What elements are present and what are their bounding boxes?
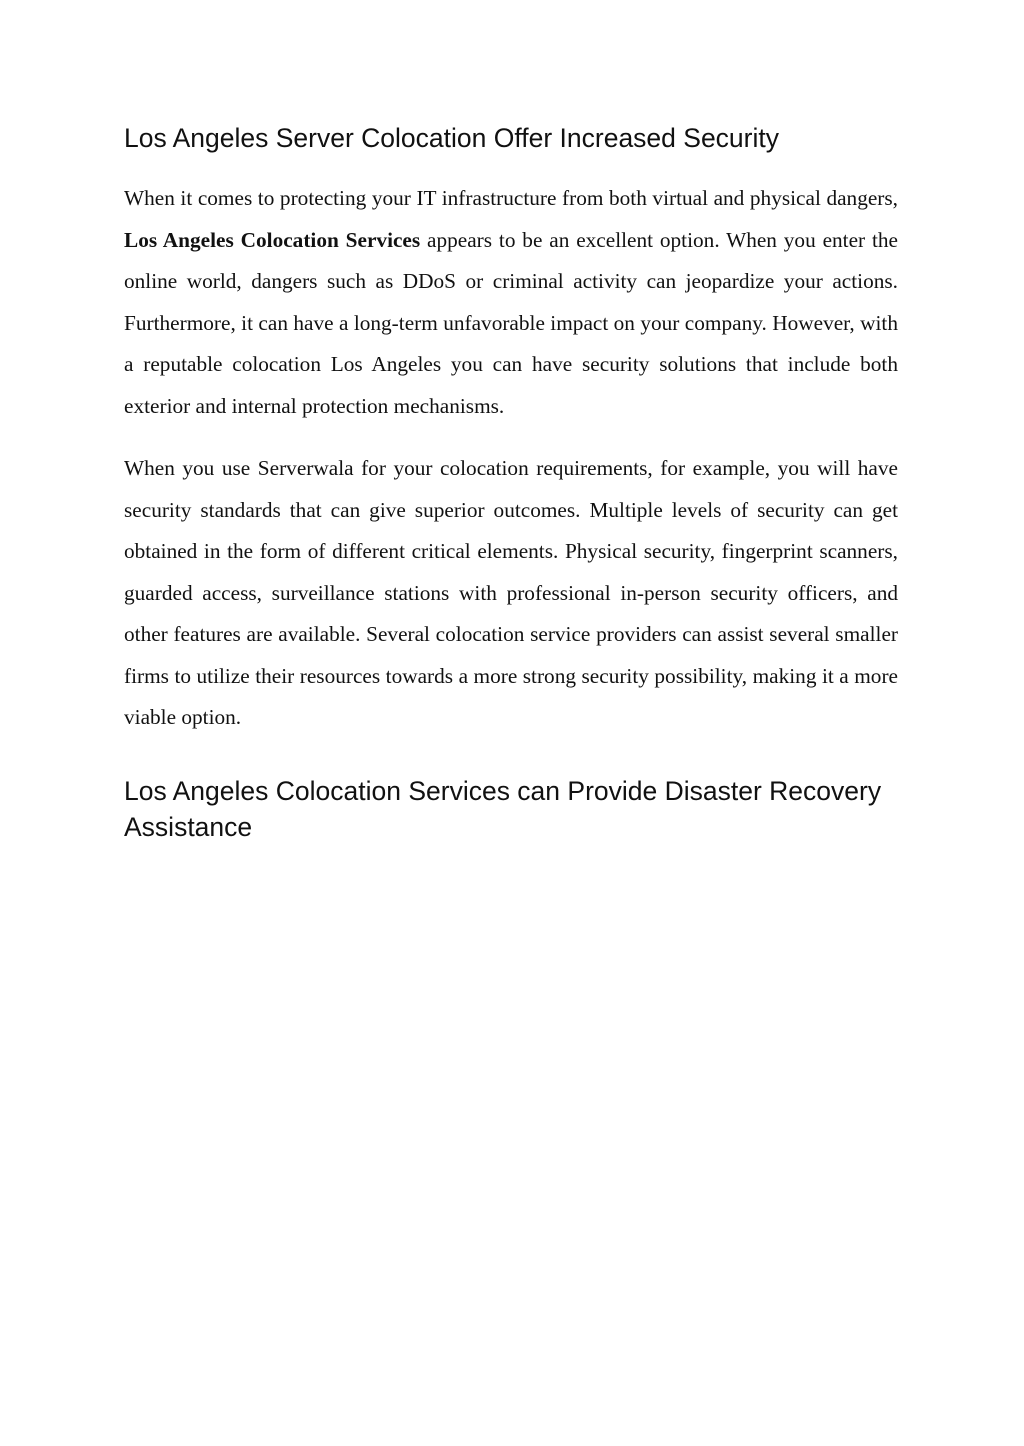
section-heading-security: Los Angeles Server Colocation Offer Increased Security [124, 123, 779, 153]
bold-keyword: Los Angeles Colocation Services [124, 227, 421, 252]
paragraph-text: appears to be an excellent option. When you enter the online world, dangers such as DDoS or criminal activity can jeopardize your actions. Furthermore, it can have a long-term unfavorable impact on your company. However, with a reputable colocation Los Angeles you can have security solutions that include both exterior and internal protection mechanisms. [124, 227, 898, 418]
paragraph-security-intro [124, 178, 898, 427]
document-content [124, 118, 898, 845]
paragraph-serverwala-security: When you use Serverwala for your colocation requirements, for example, you will have security standards that can give superior outcomes. Multiple levels of security can get obtained in the form of different critical elements. Physical security, fingerprint scanners, guarded access, surveillance stations with professional in-person security officers, and other features are available. Several colocation service providers can assist several smaller firms to utilize their resources towards a more strong security possibility, making it a more viable option. [124, 456, 898, 729]
paragraph-text: When it comes to protecting your IT infrastructure from both virtual and physical dangers, [124, 186, 898, 210]
section-heading-disaster-recovery: Los Angeles Colocation Services can Provide Disaster Recovery Assistance [124, 775, 882, 842]
